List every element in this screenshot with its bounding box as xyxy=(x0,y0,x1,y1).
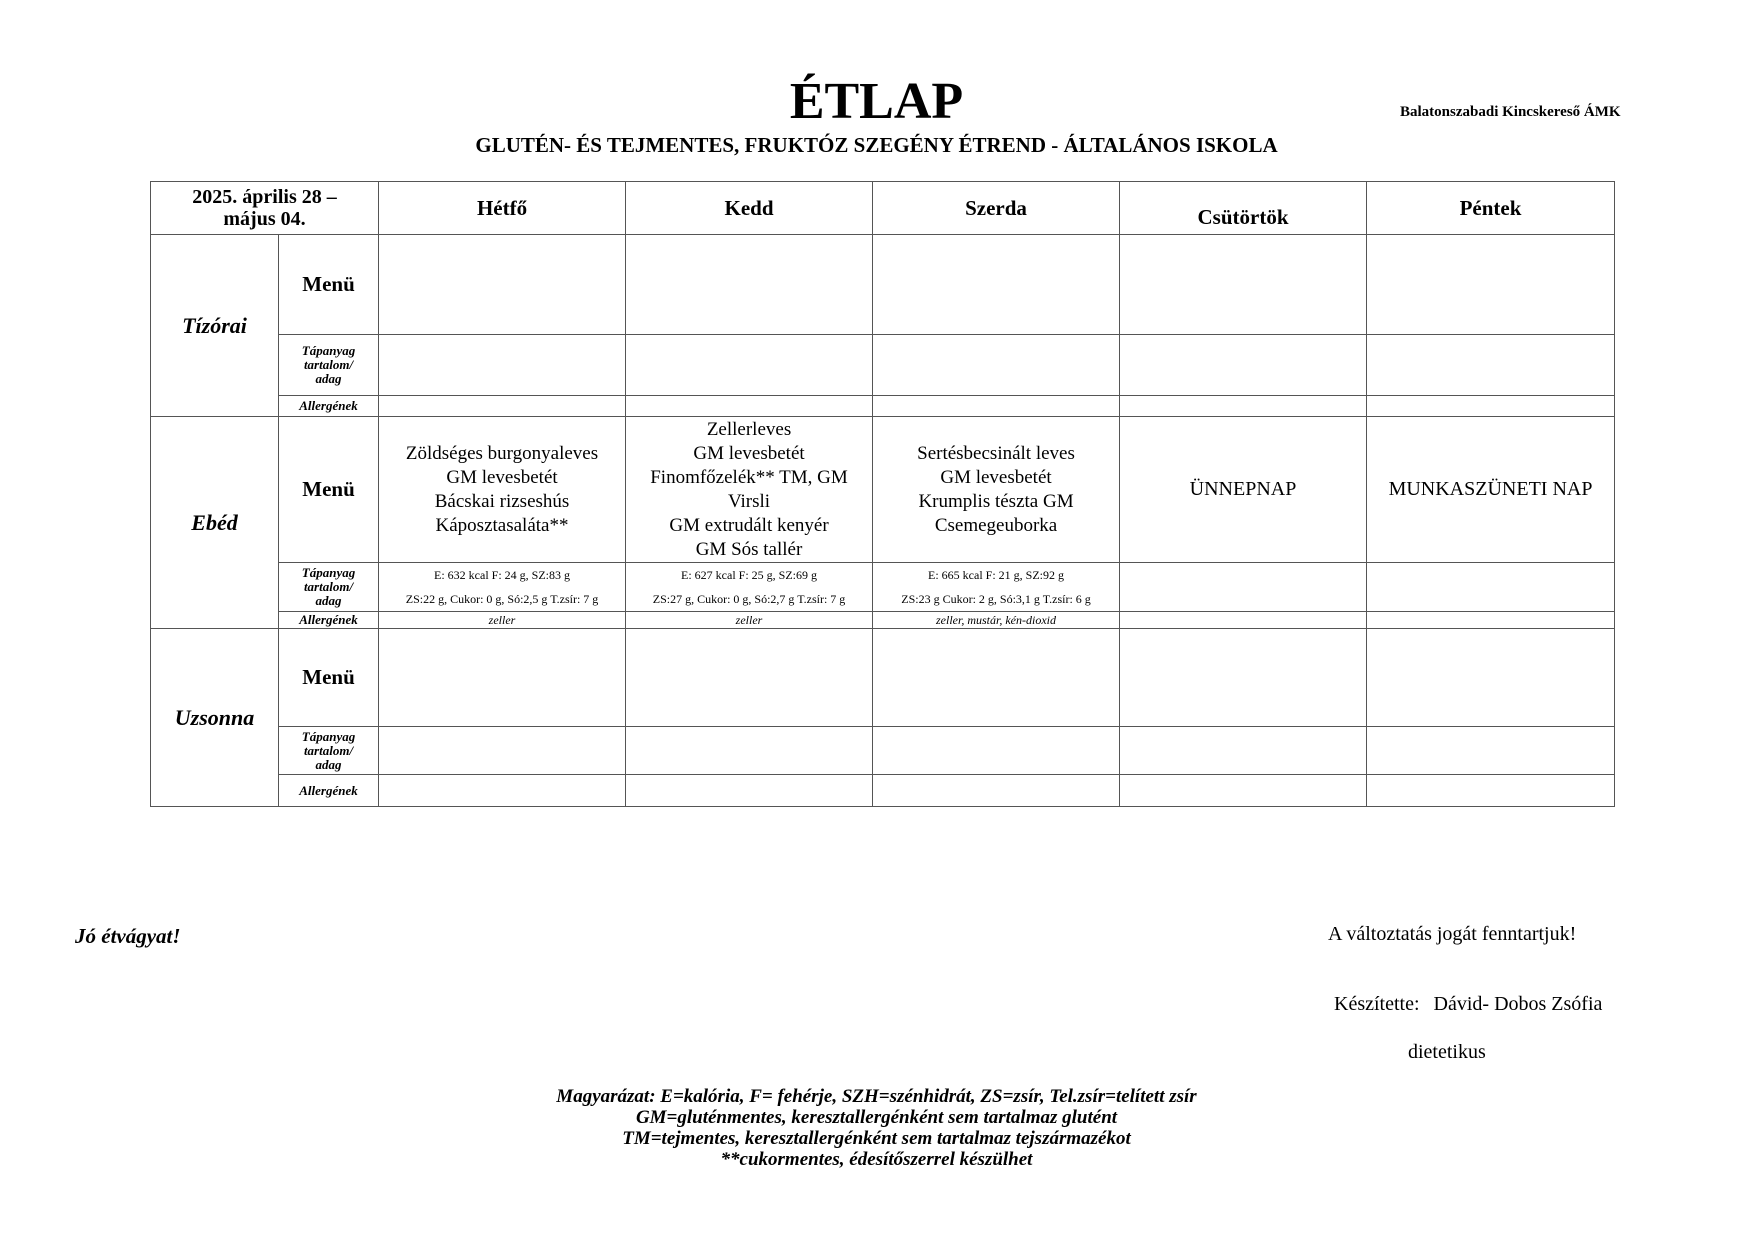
nutrition-cell xyxy=(1367,727,1615,775)
menu-cell xyxy=(1367,629,1615,727)
nutrition-cell-wednesday: E: 665 kcal F: 21 g, SZ:92 g ZS:23 g Cukor: 2 g, Só:3,1 g T.zsír: 6 g xyxy=(873,563,1120,612)
tizorai-menu-row xyxy=(151,235,1615,335)
menu-item: Finomfőzelék** TM, GM xyxy=(650,466,848,488)
nutrition-cell xyxy=(626,727,873,775)
nutrition-cell xyxy=(1120,727,1367,775)
nutrition-cell xyxy=(379,335,626,396)
menu-table xyxy=(150,181,1615,807)
menu-cell xyxy=(873,235,1120,335)
header-row xyxy=(151,182,1615,235)
menu-item: GM extrudált kenyér xyxy=(669,514,829,536)
day-header-wednesday: Szerda xyxy=(873,182,1120,235)
menu-cell xyxy=(379,629,626,727)
nutrition-cell xyxy=(1120,335,1367,396)
author-line xyxy=(1334,993,1602,1016)
allergen-cell xyxy=(873,396,1120,417)
uzsonna-menu-row xyxy=(151,629,1615,727)
nutrition-cell xyxy=(379,727,626,775)
menu-item: GM Sós tallér xyxy=(695,538,803,560)
row-label-nutrition: Tápanyag tartalom/ adag xyxy=(279,563,379,612)
row-label-menu: Menü xyxy=(279,417,379,563)
nutrition-cell xyxy=(1367,335,1615,396)
uzsonna-nutrition-row xyxy=(151,727,1615,775)
allergen-cell-thursday xyxy=(1120,612,1367,629)
menu-cell xyxy=(626,629,873,727)
menu-cell-tuesday xyxy=(626,417,873,563)
allergen-cell-monday: zeller xyxy=(379,612,626,629)
menu-item: Bácskai rizseshús xyxy=(434,490,570,512)
day-header-tuesday: Kedd xyxy=(626,182,873,235)
menu-item: GM levesbetét xyxy=(693,442,805,464)
ebed-nutrition-row xyxy=(151,563,1615,612)
nutrition-cell xyxy=(873,727,1120,775)
meal-label-ebed: Ebéd xyxy=(151,417,279,629)
page-title: ÉTLAP xyxy=(789,73,964,130)
row-label-menu: Menü xyxy=(279,629,379,727)
menu-item: GM levesbetét xyxy=(940,466,1052,488)
menu-cell xyxy=(1367,235,1615,335)
legend-explanation xyxy=(0,1086,1753,1170)
week-range: 2025. április 28 – május 04. xyxy=(151,182,379,235)
row-label-allergens: Allergének xyxy=(279,612,379,629)
allergen-cell-wednesday: zeller, mustár, kén-dioxid xyxy=(873,612,1120,629)
menu-item: Krumplis tészta GM xyxy=(918,490,1074,512)
tizorai-nutrition-row xyxy=(151,335,1615,396)
uzsonna-allergens-row xyxy=(151,775,1615,807)
day-header-monday: Hétfő xyxy=(379,182,626,235)
menu-cell xyxy=(1120,629,1367,727)
ebed-allergens-row xyxy=(151,612,1615,629)
author-label: Készítette: xyxy=(1334,993,1420,1015)
menu-cell-wednesday xyxy=(873,417,1120,563)
nutrition-cell-friday xyxy=(1367,563,1615,612)
change-notice: A változtatás jogát fenntartjuk! xyxy=(1328,923,1577,945)
nutrition-cell-monday: E: 632 kcal F: 24 g, SZ:83 g ZS:22 g, Cukor: 0 g, Só:2,5 g T.zsír: 7 g xyxy=(379,563,626,612)
allergen-cell xyxy=(626,775,873,807)
row-label-allergens: Allergének xyxy=(279,775,379,807)
menu-cell-friday: MUNKASZÜNETI NAP xyxy=(1367,417,1615,563)
menu-cell xyxy=(626,235,873,335)
menu-cell-monday xyxy=(379,417,626,563)
ebed-menu-row xyxy=(151,417,1615,563)
allergen-cell xyxy=(1120,396,1367,417)
menu-cell xyxy=(379,235,626,335)
legend-line: Magyarázat: E=kalória, F= fehérje, SZH=szénhidrát, ZS=zsír, Tel.zsír=telített zsír xyxy=(556,1086,1197,1107)
allergen-cell xyxy=(626,396,873,417)
row-label-nutrition: Tápanyag tartalom/ adag xyxy=(279,335,379,396)
menu-cell xyxy=(873,629,1120,727)
legend-line: **cukormentes, édesítőszerrel készülhet xyxy=(720,1149,1033,1170)
nutrition-cell-thursday xyxy=(1120,563,1367,612)
allergen-cell-tuesday: zeller xyxy=(626,612,873,629)
menu-cell-thursday: ÜNNEPNAP xyxy=(1120,417,1367,563)
allergen-cell xyxy=(873,775,1120,807)
row-label-menu: Menü xyxy=(279,235,379,335)
author-name: Dávid- Dobos Zsófia xyxy=(1433,993,1603,1015)
day-header-thursday: Csütörtök xyxy=(1120,182,1367,235)
author-role: dietetikus xyxy=(1408,1041,1486,1063)
tizorai-allergens-row xyxy=(151,396,1615,417)
menu-cell xyxy=(1120,235,1367,335)
page-subtitle: GLUTÉN- ÉS TEJMENTES, FRUKTÓZ SZEGÉNY ÉTREND - ÁLTALÁNOS ISKOLA xyxy=(475,133,1278,157)
row-label-nutrition: Tápanyag tartalom/ adag xyxy=(279,727,379,775)
nutrition-cell xyxy=(626,335,873,396)
allergen-cell xyxy=(379,775,626,807)
menu-item: Csemegeuborka xyxy=(934,514,1058,536)
allergen-cell xyxy=(1120,775,1367,807)
allergen-cell-friday xyxy=(1367,612,1615,629)
meal-label-uzsonna: Uzsonna xyxy=(151,629,279,807)
row-label-allergens: Allergének xyxy=(279,396,379,417)
legend-line: TM=tejmentes, keresztallergénként sem tartalmaz tejszármazékot xyxy=(622,1128,1131,1149)
nutrition-cell-tuesday: E: 627 kcal F: 25 g, SZ:69 g ZS:27 g, Cukor: 0 g, Só:2,7 g T.zsír: 7 g xyxy=(626,563,873,612)
greeting-text: Jó étvágyat! xyxy=(75,924,181,948)
legend-line: GM=gluténmentes, keresztallergénként sem tartalmaz glutént xyxy=(635,1107,1118,1128)
menu-item: GM levesbetét xyxy=(446,466,558,488)
nutrition-cell xyxy=(873,335,1120,396)
allergen-cell xyxy=(1367,775,1615,807)
allergen-cell xyxy=(379,396,626,417)
menu-item: Virsli xyxy=(727,490,771,512)
menu-item: Káposztasaláta** xyxy=(435,514,569,536)
menu-item: Sertésbecsinált leves xyxy=(917,442,1075,464)
meal-label-tizorai: Tízórai xyxy=(151,235,279,417)
menu-item: Zöldséges burgonyaleves xyxy=(405,442,599,464)
allergen-cell xyxy=(1367,396,1615,417)
day-header-friday: Péntek xyxy=(1367,182,1615,235)
organization-name: Balatonszabadi Kincskereső ÁMK xyxy=(1400,104,1621,120)
menu-item: Zellerleves xyxy=(706,418,792,440)
